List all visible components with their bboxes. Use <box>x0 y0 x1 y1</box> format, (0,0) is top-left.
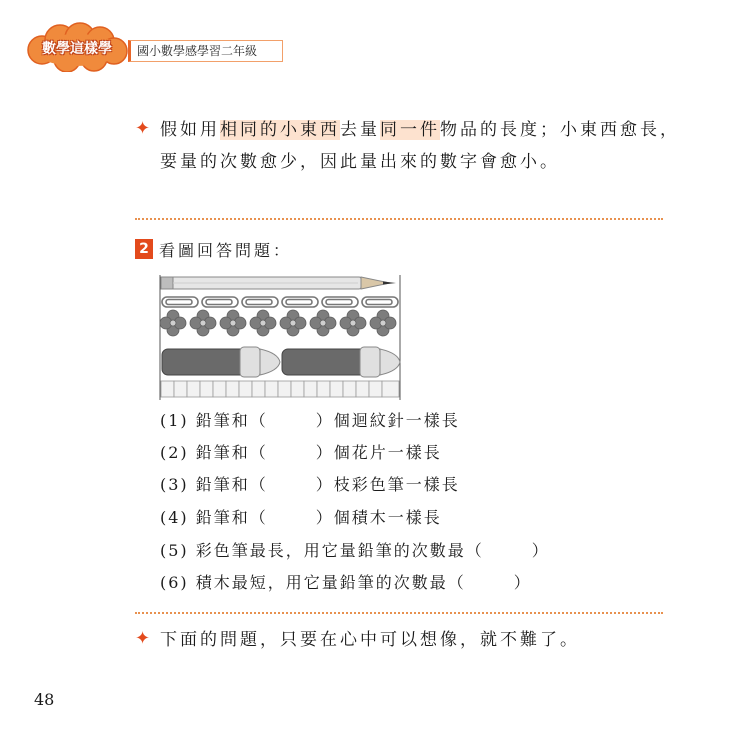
dotted-divider <box>135 218 663 220</box>
pencil-icon <box>161 277 396 289</box>
item-label: (5) 彩色筆最長，用它量鉛筆的次數最（ <box>160 541 484 560</box>
question-item-1 <box>160 408 460 431</box>
item-close: ）個花片一樣長 <box>315 443 442 462</box>
blocks-icon <box>161 381 399 397</box>
question-item-4 <box>160 505 442 528</box>
item-label: (3) 鉛筆和（ <box>160 475 268 494</box>
measurement-figure <box>158 275 402 400</box>
item-label: (4) 鉛筆和（ <box>160 508 268 527</box>
page-number: 48 <box>34 690 55 709</box>
item-close: ） <box>531 541 550 560</box>
question-item-2 <box>160 440 442 463</box>
dotted-divider <box>135 612 663 614</box>
series-title: 國小數學感學習二年級 <box>128 40 283 62</box>
question-item-3 <box>160 472 460 495</box>
question-prompt: 看圖回答問題： <box>159 240 293 260</box>
question-header <box>135 238 292 260</box>
question-item-5 <box>160 538 550 561</box>
question-item-6 <box>160 570 532 593</box>
highlight-same: 相同的 <box>220 120 280 140</box>
flower-chips-icon <box>160 310 396 336</box>
item-close: ）個迴紋針一樣長 <box>315 411 460 430</box>
item-close: ）個積木一樣長 <box>315 508 442 527</box>
page-header <box>0 0 750 80</box>
intro-paragraph <box>160 114 680 178</box>
item-close: ） <box>513 573 532 592</box>
para-text-mid: 去量 <box>340 120 380 140</box>
closing-paragraph: 下面的問題，只要在心中可以想像，就不難了。 <box>160 630 580 650</box>
star-bullet-icon: ✦ <box>135 628 151 649</box>
item-label: (2) 鉛筆和（ <box>160 443 268 462</box>
para-text-post: 物品的長度；小東西愈長，要量的次數愈少，因此量出來的數字會愈小。 <box>160 120 680 172</box>
brand-title: 數學這樣學 <box>42 41 112 57</box>
question-number: 2 <box>135 239 153 259</box>
highlight-small-thing: 小東西 <box>280 120 340 140</box>
highlight-same-item: 同一件 <box>380 120 440 140</box>
item-close: ）枝彩色筆一樣長 <box>315 475 460 494</box>
item-label: (1) 鉛筆和（ <box>160 411 268 430</box>
para-text-pre: 假如用 <box>160 120 220 140</box>
item-label: (6) 積木最短，用它量鉛筆的次數最（ <box>160 573 466 592</box>
star-bullet-icon: ✦ <box>135 118 151 139</box>
markers-icon <box>162 347 400 377</box>
paper-clips-icon <box>162 297 398 307</box>
